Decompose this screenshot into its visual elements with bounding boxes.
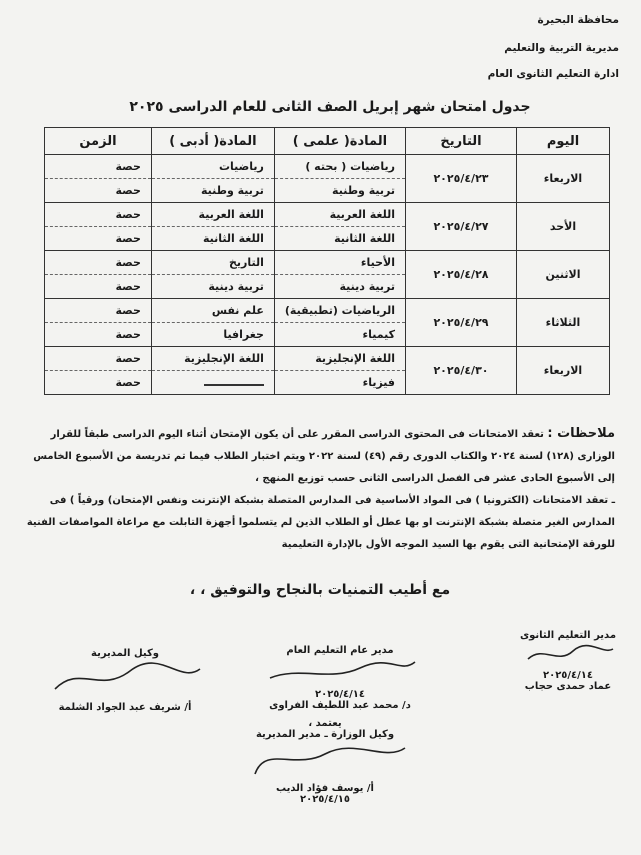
date-cell: ٢٠٢٥/٤/٢٨ bbox=[406, 251, 517, 299]
date-cell: ٢٠٢٥/٤/٢٧ bbox=[406, 203, 517, 251]
signature-block-secondary bbox=[513, 630, 623, 692]
time-cell bbox=[45, 155, 152, 203]
subject-text: علم نفس bbox=[152, 299, 274, 323]
approval-label: يعتمد ، bbox=[308, 718, 342, 729]
subject-text: اللغة الإنجليزية bbox=[275, 347, 405, 371]
signature-date: ٢٠٢٥/٤/١٤ bbox=[542, 670, 594, 681]
literary-subject-cell bbox=[151, 347, 274, 395]
subject-text: اللغة الثانية bbox=[334, 232, 395, 245]
time-text: حصة bbox=[115, 280, 141, 293]
empty-subject-dash bbox=[152, 371, 274, 394]
time-cell bbox=[45, 299, 152, 347]
table-row bbox=[45, 203, 610, 251]
subject-text: تربية دينية bbox=[339, 280, 395, 293]
subject-text: تربية دينية bbox=[208, 280, 264, 293]
time-text: حصة bbox=[45, 347, 151, 371]
handwritten-signature bbox=[40, 659, 210, 699]
notes-heading: ملاحظات : bbox=[547, 426, 615, 441]
subject-text: تربية وطنية bbox=[200, 184, 264, 197]
time-text: حصة bbox=[45, 299, 151, 323]
notes-section bbox=[25, 423, 615, 556]
subject-text: فيزياء bbox=[362, 376, 395, 389]
column-header: الزمن bbox=[45, 128, 152, 155]
subject-text: اللغة العربية bbox=[152, 203, 274, 227]
header-administration: ادارة التعليم الثانوى العام bbox=[487, 68, 619, 80]
subject-text: رياضيات ( بحته ) bbox=[275, 155, 405, 179]
time-text: حصة bbox=[45, 155, 151, 179]
exam-schedule-table bbox=[44, 127, 610, 395]
day-cell: الثلاثاء bbox=[517, 299, 610, 347]
signature-name: د/ محمد عبد اللطيف الفراوى bbox=[269, 700, 411, 711]
signature-date: ٢٠٢٥/٤/١٥ bbox=[299, 794, 351, 805]
science-subject-cell bbox=[274, 251, 405, 299]
subject-text: الرياضيات (تطبيقية) bbox=[275, 299, 405, 323]
day-cell: الأحد bbox=[517, 203, 610, 251]
table-header-row bbox=[45, 128, 610, 155]
subject-text: التاريخ bbox=[152, 251, 274, 275]
header-governorate: محافظة البحيرة bbox=[537, 14, 619, 26]
subject-text: تربية وطنية bbox=[332, 184, 395, 197]
date-cell: ٢٠٢٥/٤/٣٠ bbox=[406, 347, 517, 395]
literary-subject-cell bbox=[151, 155, 274, 203]
day-cell: الاربعاء bbox=[517, 155, 610, 203]
handwritten-signature bbox=[235, 740, 415, 780]
handwritten-signature bbox=[518, 641, 618, 667]
subject-text: كيمياء bbox=[362, 328, 395, 341]
time-text: حصة bbox=[45, 251, 151, 275]
date-cell: ٢٠٢٥/٤/٢٣ bbox=[406, 155, 517, 203]
signature-block-general bbox=[255, 645, 425, 711]
signature-name: أ/ شريف عبد الجواد الشلمة bbox=[58, 702, 192, 713]
signature-block-undersecretary bbox=[230, 718, 420, 805]
time-text: حصة bbox=[115, 184, 141, 197]
signature-date: ٢٠٢٥/٤/١٤ bbox=[314, 689, 366, 700]
literary-subject-cell bbox=[151, 299, 274, 347]
subject-text: جغرافيا bbox=[223, 328, 264, 341]
table-row bbox=[45, 155, 610, 203]
column-header: المادة( أدبى ) bbox=[151, 128, 274, 155]
table-row bbox=[45, 299, 610, 347]
note-paragraph-2: ـ تعقد الامتحانات (الكترونيا ) فى المواد الأساسية فى المدارس المتصلة بشبكة الإنترنت ونفس الإمتحان) ورقياً ) فى المدارس الغير متصلة بشبكة الإنترنت او بها عطل أو الطلاب الذين لم يتسلموا أجهزة التابلت مع مراعاة المواصفات الفنية للورقة الإمتحانية التى يقوم بها السيد الموجه الأول بالإدارة التعليمية bbox=[26, 495, 615, 550]
time-cell bbox=[45, 251, 152, 299]
signature-title: مدير عام التعليم العام bbox=[286, 645, 394, 656]
page-title: جدول امتحان شهر إبريل الصف الثانى للعام الدراسى ٢٠٢٥ bbox=[129, 99, 531, 115]
day-cell: الاربعاء bbox=[517, 347, 610, 395]
science-subject-cell bbox=[274, 347, 405, 395]
literary-subject-cell bbox=[151, 203, 274, 251]
column-header: التاريخ bbox=[406, 128, 517, 155]
subject-text: الأحياء bbox=[275, 251, 405, 275]
day-cell: الاثنين bbox=[517, 251, 610, 299]
signature-name: أ/ يوسف فؤاد الديب bbox=[276, 783, 374, 794]
note-paragraph-1: تعقد الامتحانات فى المحتوى الدراسى المقرر على أن يكون الإمتحان أثناء اليوم الدراسى طبقاً للقرار الوزارى (١٢٨) لسنة ٢٠٢٤ والكتاب الدورى رقم (٤٩) لسنة ٢٠٢٢ ويتم اختبار الطلاب فيما تم تدريسة من الأسبوع الخامس إلى الأسبوع الحادى عشر فى الفصل الدراسى الثانى حسب توزيع المنهج ، bbox=[33, 429, 615, 484]
science-subject-cell bbox=[274, 203, 405, 251]
signature-title: وكيل المديرية bbox=[91, 648, 159, 659]
signature-title: وكيل الوزارة ـ مدير المديرية bbox=[255, 729, 395, 740]
signature-title: مدير التعليم الثانوى bbox=[519, 630, 617, 641]
column-header: المادة( علمى ) bbox=[274, 128, 405, 155]
time-text: حصة bbox=[45, 203, 151, 227]
time-text: حصة bbox=[115, 232, 141, 245]
time-cell bbox=[45, 203, 152, 251]
table-row bbox=[45, 251, 610, 299]
signature-block-deputy bbox=[35, 648, 215, 713]
subject-text: اللغة العربية bbox=[275, 203, 405, 227]
column-header: اليوم bbox=[517, 128, 610, 155]
handwritten-signature bbox=[260, 656, 420, 686]
closing-line: مع أطيب التمنيات بالنجاح والتوفيق ، ، bbox=[189, 582, 451, 598]
subject-text: رياضيات bbox=[152, 155, 274, 179]
time-text: حصة bbox=[115, 376, 141, 389]
table-row bbox=[45, 347, 610, 395]
date-cell: ٢٠٢٥/٤/٢٩ bbox=[406, 299, 517, 347]
literary-subject-cell bbox=[151, 251, 274, 299]
time-text: حصة bbox=[115, 328, 141, 341]
signature-name: عماد حمدى حجاب bbox=[524, 681, 612, 692]
time-cell bbox=[45, 347, 152, 395]
science-subject-cell bbox=[274, 299, 405, 347]
header-directorate: مديرية التربية والتعليم bbox=[504, 42, 619, 54]
subject-text: اللغة الثانية bbox=[202, 232, 264, 245]
subject-text: اللغة الإنجليزية bbox=[152, 347, 274, 371]
science-subject-cell bbox=[274, 155, 405, 203]
